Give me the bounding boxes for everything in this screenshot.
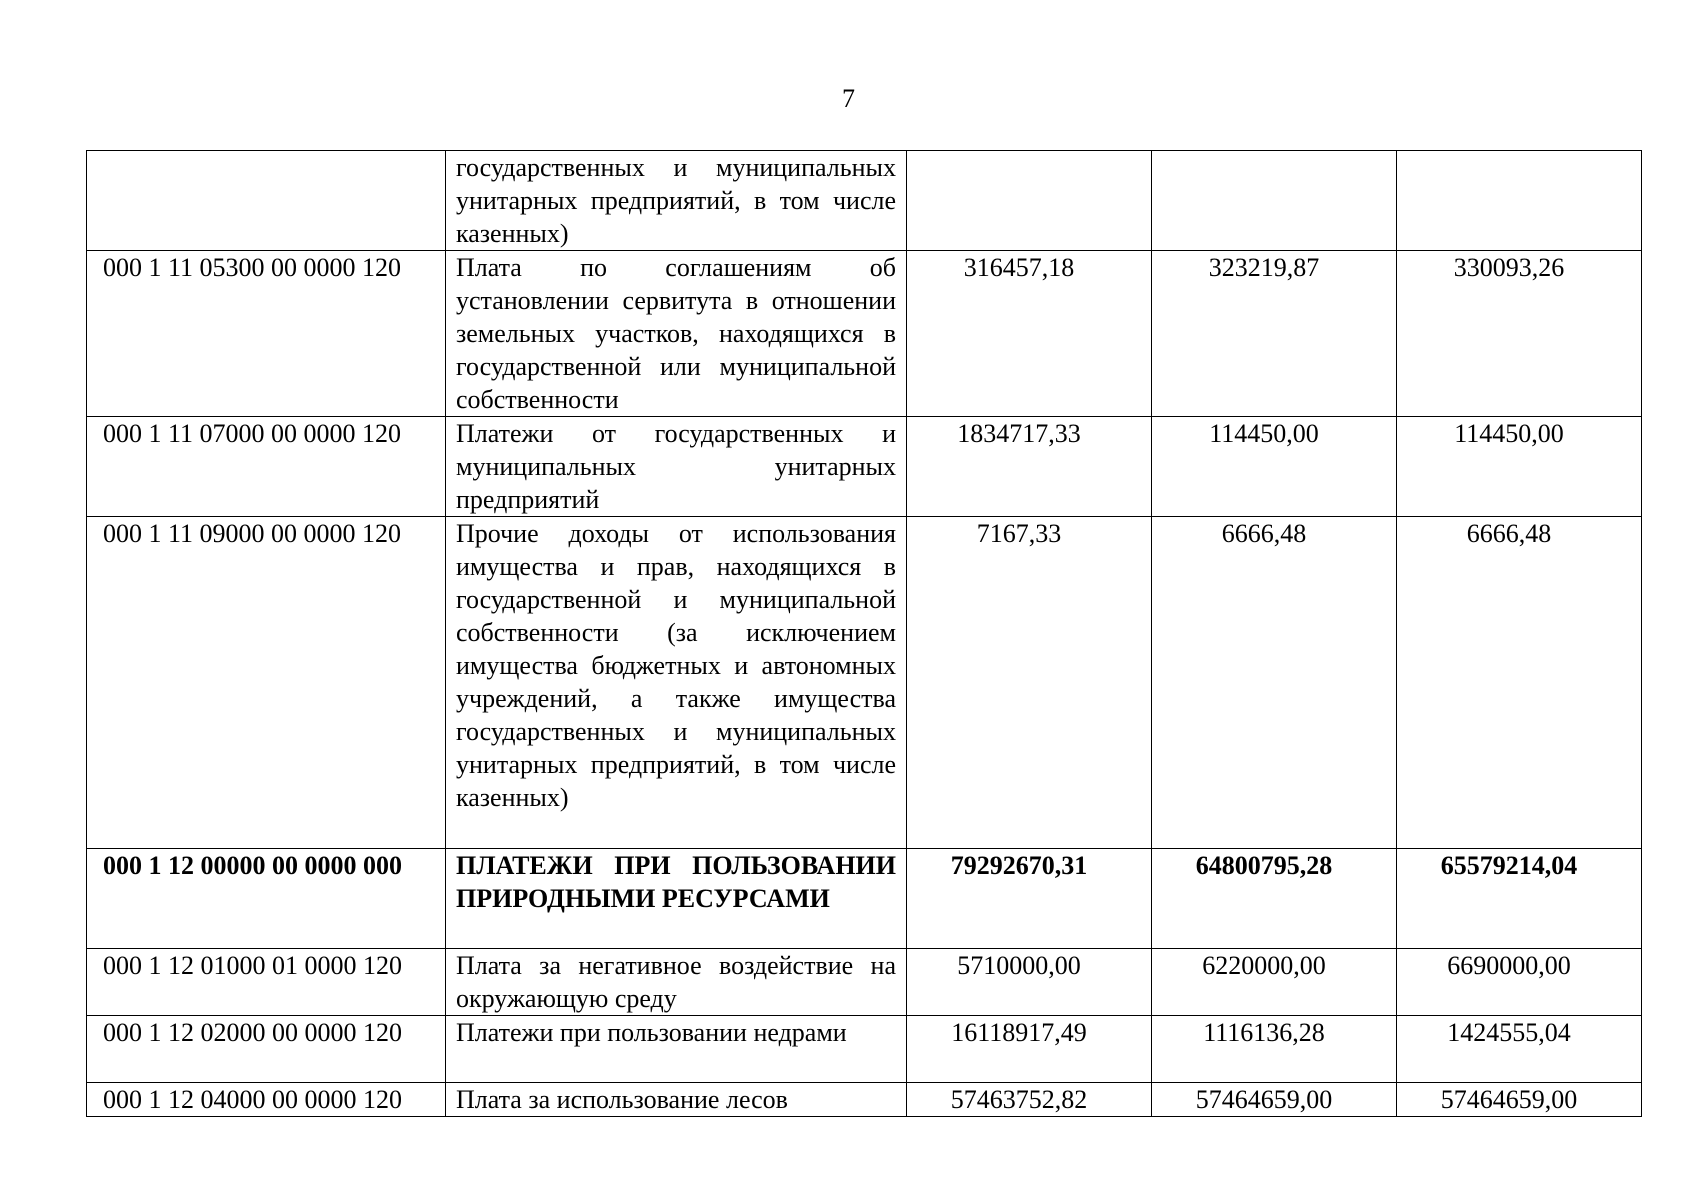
amount-2024-cell — [1397, 151, 1642, 251]
budget-code-cell — [87, 151, 446, 251]
amount-2023-cell: 57464659,00 — [1152, 1083, 1397, 1117]
amount-2023-cell: 114450,00 — [1152, 417, 1397, 517]
revenue-name-cell: Плата за использование лесов — [446, 1083, 907, 1117]
table-row — [87, 151, 1642, 251]
budget-code-cell: 000 1 12 02000 00 0000 120 — [87, 1016, 446, 1083]
revenue-name-cell: Платежи от государственных и муниципальных унитарных предприятий — [446, 417, 907, 517]
amount-2023-cell: 6220000,00 — [1152, 949, 1397, 1016]
amount-2023-cell: 6666,48 — [1152, 517, 1397, 849]
amount-2023-cell — [1152, 151, 1397, 251]
amount-2022-cell: 7167,33 — [907, 517, 1152, 849]
amount-2024-cell: 57464659,00 — [1397, 1083, 1642, 1117]
revenue-table — [86, 150, 1642, 1117]
amount-2023-cell: 1116136,28 — [1152, 1016, 1397, 1083]
table-row — [87, 517, 1642, 849]
amount-2024-cell: 330093,26 — [1397, 251, 1642, 417]
amount-2022-cell: 1834717,33 — [907, 417, 1152, 517]
budget-code-cell: 000 1 12 01000 01 0000 120 — [87, 949, 446, 1016]
amount-2022-cell: 79292670,31 — [907, 849, 1152, 949]
budget-code-cell: 000 1 11 09000 00 0000 120 — [87, 517, 446, 849]
budget-code-cell: 000 1 12 04000 00 0000 120 — [87, 1083, 446, 1117]
table-row-section-total — [87, 849, 1642, 949]
table-row — [87, 949, 1642, 1016]
amount-2023-cell: 64800795,28 — [1152, 849, 1397, 949]
amount-2023-cell: 323219,87 — [1152, 251, 1397, 417]
table-row — [87, 251, 1642, 417]
amount-2022-cell: 16118917,49 — [907, 1016, 1152, 1083]
revenue-name-cell: Плата по соглашениям об установлении сервитута в отношении земельных участков, находящихся в государственной или муниципальной собственности — [446, 251, 907, 417]
revenue-name-cell: Платежи при пользовании недрами — [446, 1016, 907, 1083]
budget-code-cell: 000 1 11 07000 00 0000 120 — [87, 417, 446, 517]
amount-2022-cell: 316457,18 — [907, 251, 1152, 417]
revenue-name-cell: государственных и муниципальных унитарных предприятий, в том числе казенных) — [446, 151, 907, 251]
revenue-name-cell: Прочие доходы от использования имущества и прав, находящихся в государственной и муниципальной собственности (за исключением имущества бюджетных и автономных учреждений, а также имущества государственных и муниципальных унитарных предприятий, в том числе казенных) — [446, 517, 907, 849]
amount-2022-cell: 5710000,00 — [907, 949, 1152, 1016]
amount-2024-cell: 65579214,04 — [1397, 849, 1642, 949]
table-row — [87, 1016, 1642, 1083]
amount-2024-cell: 1424555,04 — [1397, 1016, 1642, 1083]
amount-2022-cell — [907, 151, 1152, 251]
amount-2022-cell: 57463752,82 — [907, 1083, 1152, 1117]
revenue-name-cell: Плата за негативное воздействие на окружающую среду — [446, 949, 907, 1016]
table-row — [87, 417, 1642, 517]
amount-2024-cell: 6666,48 — [1397, 517, 1642, 849]
table-row — [87, 1083, 1642, 1117]
budget-code-cell: 000 1 12 00000 00 0000 000 — [87, 849, 446, 949]
amount-2024-cell: 6690000,00 — [1397, 949, 1642, 1016]
revenue-name-cell: ПЛАТЕЖИ ПРИ ПОЛЬЗОВАНИИ ПРИРОДНЫМИ РЕСУРСАМИ — [446, 849, 907, 949]
page-number: 7 — [842, 84, 855, 113]
amount-2024-cell: 114450,00 — [1397, 417, 1642, 517]
budget-code-cell: 000 1 11 05300 00 0000 120 — [87, 251, 446, 417]
